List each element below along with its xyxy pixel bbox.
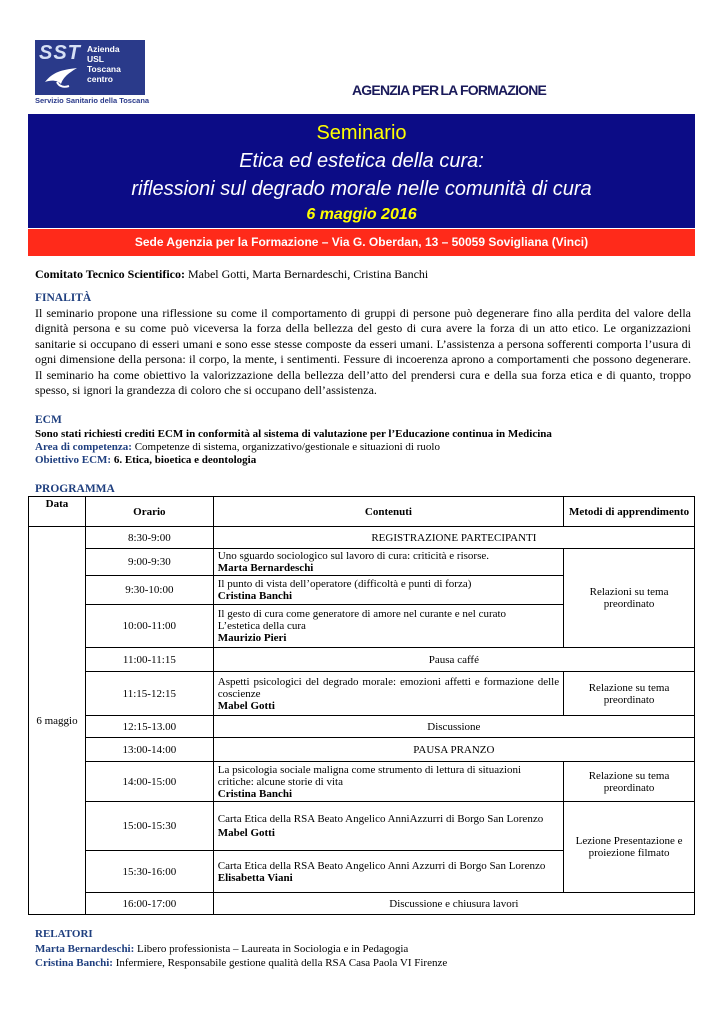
- table-row: [29, 738, 695, 762]
- seminar-date: 6 maggio 2016: [306, 206, 417, 223]
- session-title: Uno sguardo sociologico sul lavoro di cura: criticità e risorse.: [217, 550, 490, 562]
- speaker-name: Marta Bernardeschi: [217, 562, 314, 574]
- content-cell: Discussione e chiusura lavori: [213, 893, 694, 915]
- header-orario: Orario: [85, 497, 213, 527]
- sst-logo-org: [87, 44, 121, 84]
- table-row: [29, 762, 695, 802]
- time-cell: 15:00-15:30: [85, 802, 213, 851]
- agenzia-logo-right: LA FORMAZIONE: [440, 82, 547, 98]
- speaker-name: Mabel Gotti: [217, 699, 275, 712]
- speaker-entry: [35, 956, 447, 970]
- time-cell: 10:00-11:00: [85, 605, 213, 648]
- agenzia-logo-left: AGENZIA PER: [352, 82, 439, 98]
- time-cell: 8:30-9:00: [85, 527, 213, 549]
- ecm-objective-label: Obiettivo ECM:: [35, 454, 112, 466]
- sst-org-line: USL: [87, 54, 104, 64]
- table-header-row: [29, 497, 695, 527]
- session-title: Il gesto di cura come generatore di amore nel curante e nel curato: [217, 608, 507, 620]
- sst-org-line: centro: [87, 74, 113, 84]
- ecm-credits-note: Sono stati richiesti crediti ECM in conformità al sistema di valutazione per l’Educazione continua in Medicina: [35, 428, 552, 440]
- time-cell: 15:30-16:00: [85, 851, 213, 893]
- ecm-area-label: Area di competenza:: [35, 441, 132, 453]
- day-cell: 6 maggio: [29, 527, 86, 915]
- table-row: [29, 893, 695, 915]
- speaker-name: Marta Bernardeschi:: [35, 943, 135, 955]
- ecm-section: [35, 428, 552, 467]
- session-title: Carta Etica della RSA Beato Angelico Anni Azzurri di Borgo San Lorenzo: [217, 859, 546, 872]
- sst-org-line: Azienda: [87, 44, 120, 54]
- table-row: [29, 672, 695, 716]
- content-cell: [213, 851, 563, 893]
- method-cell: Relazioni su tema preordinato: [564, 549, 695, 648]
- speaker-name: Cristina Banchi: [217, 590, 293, 602]
- programma-heading: PROGRAMMA: [35, 483, 115, 495]
- content-cell: [213, 802, 563, 851]
- content-cell: PAUSA PRANZO: [213, 738, 694, 762]
- content-cell: [213, 605, 563, 648]
- content-cell: [213, 672, 563, 716]
- method-cell: Relazione su tema preordinato: [564, 762, 695, 802]
- time-cell: 11:15-12:15: [85, 672, 213, 716]
- ecm-objective-value: 6. Etica, bioetica e deontologia: [113, 454, 257, 466]
- agenzia-logo: [352, 76, 547, 104]
- method-cell: Relazione su tema preordinato: [564, 672, 695, 716]
- content-cell: REGISTRAZIONE PARTECIPANTI: [213, 527, 694, 549]
- content-cell: Pausa caffé: [213, 648, 694, 672]
- header-data: Data: [29, 497, 86, 527]
- venue-bar: Sede Agenzia per la Formazione – Via G. Oberdan, 13 – 50059 Sovigliana (Vinci): [28, 229, 695, 256]
- ecm-objective: [35, 454, 552, 467]
- time-cell: 12:15-13.00: [85, 716, 213, 738]
- seminar-label: Seminario: [316, 122, 407, 144]
- content-cell: [213, 762, 563, 802]
- table-row: [29, 648, 695, 672]
- speaker-description: Infermiere, Responsabile gestione qualità della RSA Casa Paola VI Firenze: [115, 957, 448, 969]
- session-subtitle: L’estetica della cura: [217, 620, 306, 632]
- sst-org-line: Toscana: [87, 64, 121, 74]
- ecm-heading: ECM: [35, 414, 62, 426]
- content-cell: Discussione: [213, 716, 694, 738]
- finalita-text: Il seminario propone una riflessione su come il comportamento di gruppi di persone può degenerare fino alla perdita del valore della dignità persona e su come può viceversa la forza della bellezza del gesto di cura avere la forza di un atto etico. Le organizzazioni sanitarie si occupano di esseri umani e sono esse stesse composte da esseri umani. L’assistenza a persona sofferenti comporta l’usura di ogni dimensione della persona: il corpo, la mente, i sentimenti. Fessure di incoerenza aprono a comportamenti che possono degenerare. Il seminario ha come obiettivo la valorizzazione della bellezza dell’atto del prendersi cura e della sua forza etica e di quanto, troppo spesso, si ignori la grandezza di coloro che si occupano dell’assistenza.: [35, 306, 691, 398]
- ecm-area: [35, 441, 552, 454]
- speaker-name: Maurizio Pieri: [217, 632, 287, 644]
- title-banner: [28, 114, 695, 228]
- method-cell: Lezione Presentazione e proiezione filmato: [564, 802, 695, 893]
- table-row: [29, 549, 695, 576]
- sst-logo: [35, 40, 150, 106]
- committee-label: Comitato Tecnico Scientifico:: [35, 267, 185, 281]
- relatori-heading: RELATORI: [35, 928, 93, 940]
- finalita-heading: FINALITÀ: [35, 292, 92, 304]
- speaker-name: Elisabetta Viani: [217, 871, 293, 884]
- table-row: [29, 716, 695, 738]
- time-cell: 14:00-15:00: [85, 762, 213, 802]
- time-cell: 13:00-14:00: [85, 738, 213, 762]
- speaker-description: Libero professionista – Laureata in Sociologia e in Pedagogia: [137, 943, 409, 955]
- relatori-list: [35, 942, 447, 970]
- ecm-area-value: Competenze di sistema, organizzativo/gestionale e situazioni di ruolo: [134, 441, 440, 453]
- speaker-entry: [35, 942, 447, 956]
- time-cell: 9:00-9:30: [85, 549, 213, 576]
- header-contenuti: Contenuti: [213, 497, 563, 527]
- header-metodi: Metodi di apprendimento: [564, 497, 695, 527]
- content-cell: [213, 549, 563, 576]
- sst-logo-tagline: Servizio Sanitario della Toscana: [35, 96, 150, 105]
- table-row: [29, 527, 695, 549]
- speaker-name: Cristina Banchi: [217, 787, 293, 800]
- time-cell: 11:00-11:15: [85, 648, 213, 672]
- time-cell: 16:00-17:00: [85, 893, 213, 915]
- table-row: [29, 802, 695, 851]
- committee: [35, 267, 428, 282]
- session-title: Carta Etica della RSA Beato Angelico AnniAzzurri di Borgo San Lorenzo: [217, 813, 544, 825]
- session-title: La psicologia sociale maligna come strumento di lettura di situazioni critiche: alcune storie di vita: [217, 763, 522, 788]
- bird-icon: [43, 64, 79, 90]
- program-table: [28, 496, 695, 915]
- seminar-title: Etica ed estetica della cura:: [239, 150, 484, 172]
- committee-names: Mabel Gotti, Marta Bernardeschi, Cristina Banchi: [187, 267, 429, 281]
- time-cell: 9:30-10:00: [85, 576, 213, 605]
- speaker-name: Mabel Gotti: [217, 827, 275, 839]
- session-title: Il punto di vista dell’operatore (difficoltà e punti di forza): [217, 578, 472, 590]
- content-cell: [213, 576, 563, 605]
- session-title: Aspetti psicologici del degrado morale: emozioni affetti e formazione delle coscienze: [217, 675, 560, 700]
- speaker-name: Cristina Banchi:: [35, 957, 113, 969]
- seminar-subtitle: riflessioni sul degrado morale nelle comunità di cura: [131, 178, 592, 200]
- sst-logo-mark: SST: [39, 42, 81, 64]
